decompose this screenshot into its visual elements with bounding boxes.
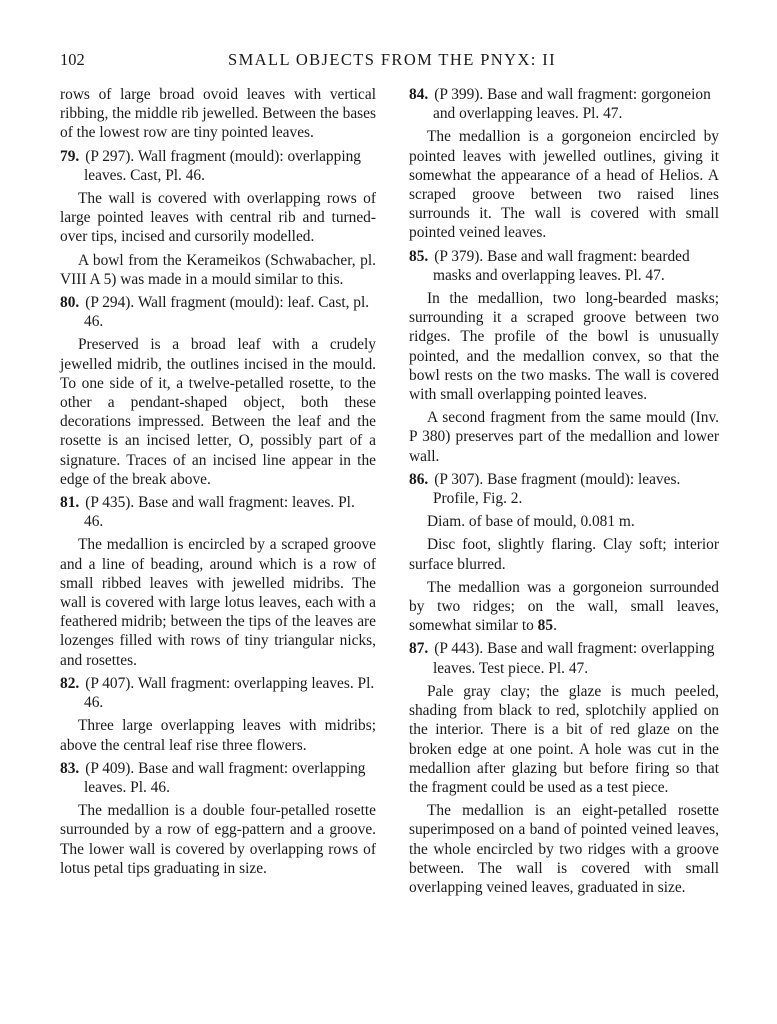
entry-number: 81. — [60, 494, 80, 512]
catalogue-entry-81 — [60, 493, 376, 531]
catalogue-entry-83 — [60, 759, 376, 797]
entry-paragraph: The medallion is a double four-petalled rosette surrounded by a row of egg-pattern and a groove. The lower wall is covered by overlapping rows of lotus petal tips graduating in size. — [60, 802, 376, 877]
entry-number: 80. — [60, 294, 80, 312]
entry-heading: (P 443). Base and wall fragment: overlapping leaves. Test piece. Pl. 47. — [433, 640, 715, 677]
catalogue-entry-84 — [409, 85, 719, 123]
entry-paragraph: Preserved is a broad leaf with a crudely jewelled midrib, the outlines incised in the mould. To one side of it, a twelve-petalled rosette, to the other a pendant-shaped object, both these decorations impressed. Between the leaf and the rosette is an incised letter, O, possibly part of a signature. Traces of an incised line appear in the edge of the break above. — [60, 336, 376, 488]
entry-paragraph: The wall is covered with overlapping rows of large pointed leaves with central rib and turned-over tips, incised and cursorily modelled. — [60, 190, 376, 246]
entry-heading: (P 399). Base and wall fragment: gorgoneion and overlapping leaves. Pl. 47. — [433, 86, 711, 123]
entry-paragraph: Three large overlapping leaves with midribs; above the central leaf rise three flowers. — [60, 717, 376, 754]
entry-number: 86. — [409, 470, 429, 488]
entry-heading: (P 297). Wall fragment (mould): overlapping leaves. Cast, Pl. 46. — [84, 147, 361, 184]
entry-heading: (P 435). Base and wall fragment: leaves. Pl. 46. — [84, 494, 355, 531]
entry-heading: (P 409). Base and wall fragment: overlapping leaves. Pl. 46. — [84, 759, 366, 796]
catalogue-entry-82 — [60, 674, 376, 712]
paragraph-text: The medallion was a gorgoneion surrounded by two ridges; on the wall, small leaves, somewhat similar to — [409, 578, 719, 635]
entry-paragraph: In the medallion, two long-bearded masks; surrounding it a scraped groove between two ridges. The profile of the bowl is unusually pointed, and the medallion convex, so that the bowl rests on the two masks. The wall is covered with small overlapping pointed leaves. — [409, 290, 719, 404]
entry-paragraph — [409, 578, 719, 636]
entry-paragraph: Disc foot, slightly flaring. Clay soft; interior surface blurred. — [409, 536, 719, 573]
continued-paragraph: rows of large broad ovoid leaves with vertical ribbing, the middle rib jewelled. Between the bases of the lowest row are tiny pointed leaves. — [60, 86, 376, 142]
entry-heading: (P 307). Base fragment (mould): leaves. Profile, Fig. 2. — [433, 470, 681, 508]
entry-paragraph: Diam. of base of mould, 0.081 m. — [427, 513, 635, 531]
entry-number: 85. — [409, 247, 429, 265]
entry-paragraph: The medallion is encircled by a scraped groove and a line of beading, around which is a row of small ribbed leaves with jewelled midribs. The wall is covered with large lotus leaves, each with a feathered midrib; between the tips of the leaves are lozenges filled with rows of tiny triangular nicks, and rosettes. — [60, 536, 376, 669]
entry-heading: (P 407). Wall fragment: overlapping leaves. Pl. 46. — [84, 674, 375, 712]
entry-number: 83. — [60, 759, 80, 777]
running-title: SMALL OBJECTS FROM THE PNYX: II — [228, 50, 557, 69]
page-number: 102 — [60, 50, 85, 69]
entry-paragraph: The medallion is a gorgoneion encircled by pointed leaves with jewelled outlines, giving it somewhat the appearance of a head of Helios. A scraped groove between two raised lines surrounds it. The wall is covered with small pointed veined leaves. — [409, 128, 719, 242]
entry-heading: (P 379). Base and wall fragment: bearded masks and overlapping leaves. Pl. 47. — [433, 247, 690, 284]
entry-number: 79. — [60, 147, 80, 165]
catalogue-entry-87 — [409, 639, 719, 677]
entry-number: 87. — [409, 640, 429, 658]
left-column — [60, 85, 376, 878]
right-column — [409, 85, 719, 897]
catalogue-entry-79 — [60, 147, 376, 185]
entry-number: 84. — [409, 86, 429, 103]
entry-paragraph: Pale gray clay; the glaze is much peeled, shading from black to red, splotchily applied on the interior. There is a bit of red glaze on the broken edge at one point. A hole was cut in the medallion after glazing but before firing so that the fragment could be used as a test piece. — [409, 682, 719, 796]
entry-paragraph: A bowl from the Kerameikos (Schwabacher, pl. VIII A 5) was made in a mould similar to this. — [60, 251, 376, 288]
catalogue-entry-85 — [409, 247, 719, 285]
paragraph-end: . — [553, 617, 557, 635]
catalogue-entry-80 — [60, 293, 376, 331]
entry-paragraph: The medallion is an eight-petalled rosette superimposed on a band of pointed veined leaves, the whole encircled by two ridges with a groove between. The wall is covered with small overlapping veined leaves, graduated in size. — [409, 802, 719, 896]
entry-paragraph: A second fragment from the same mould (Inv. P 380) preserves part of the medallion and lower wall. — [409, 409, 719, 465]
cross-reference: 85 — [537, 617, 554, 635]
entry-number: 82. — [60, 674, 80, 692]
catalogue-entry-86 — [409, 470, 719, 508]
entry-heading: (P 294). Wall fragment (mould): leaf. Cast, pl. 46. — [84, 294, 370, 331]
